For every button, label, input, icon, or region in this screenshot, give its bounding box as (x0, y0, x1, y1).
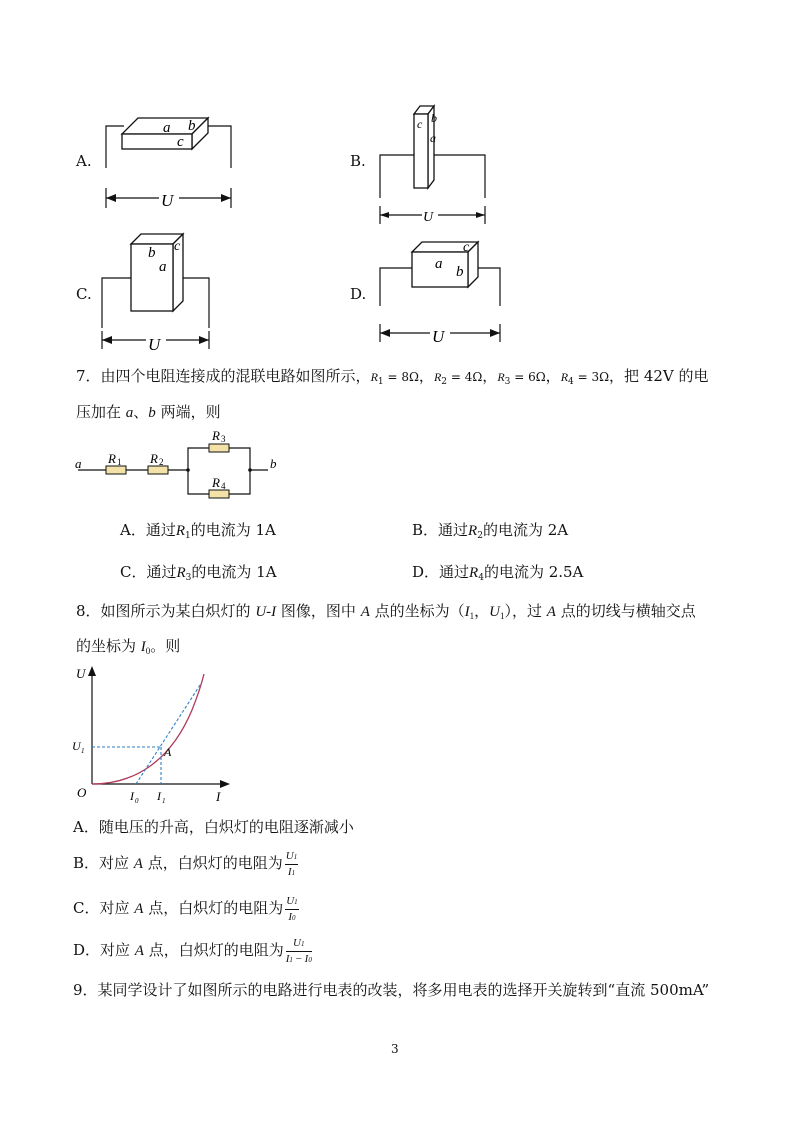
ui-curve (92, 674, 204, 784)
svg-text:3: 3 (221, 434, 226, 444)
ui-graph (66, 660, 236, 808)
figure-block-a (96, 108, 241, 213)
face-b-label-c: b (148, 245, 156, 261)
face-c-label-d: c (463, 240, 470, 255)
face-a-label-c: a (159, 259, 167, 275)
terminal-b: b (270, 456, 277, 471)
figure-block-b (372, 98, 492, 228)
tangent-line (136, 682, 202, 784)
face-c-label-b: c (417, 117, 423, 131)
circuit-diagram (70, 424, 290, 504)
face-c-label: c (177, 134, 184, 150)
origin-label: O (77, 785, 87, 800)
svg-text:1: 1 (162, 797, 166, 805)
i0-label: I (130, 789, 134, 803)
q8-option-c: C．对应 A 点，白炽灯的电阻为 $\frac{U1}{I0}$ (73, 894, 298, 923)
face-a-label-b: a (430, 131, 436, 145)
q8-option-a: A．随电压的升高，白炽灯的电阻逐渐减小 (73, 818, 354, 836)
q7-option-b: B．通过$R_2$的电流为 2A (412, 521, 569, 541)
face-a-label: a (163, 120, 171, 136)
question-7: 7．由四个电阻连接成的混联电路如图所示，$R_1 = 8\Omega$，$R_2 = 4\Omega$，$R_3 = 6\Omega$，$R_4 = 3\Omega$，把 42V 的电 压加在 a、b 两端，则 (76, 367, 709, 421)
point-a-label: A (164, 745, 172, 759)
option-c-label: C. (76, 285, 92, 303)
option-b-label: B. (350, 152, 366, 170)
resistor-r1-label: R (108, 451, 116, 466)
face-a-label-d: a (435, 256, 443, 272)
figure-block-d (372, 236, 507, 346)
axis-i-label: I (216, 789, 221, 804)
q8-option-b: B．对应 A 点，白炽灯的电阻为 $\frac{U1}{I1}$ (73, 849, 298, 878)
face-c-label-c: c (174, 239, 181, 254)
figure-block-c (96, 228, 226, 353)
svg-text:4: 4 (221, 481, 226, 491)
q7-option-a: A．通过$R_1$的电流为 1A (120, 521, 276, 541)
option-a-label: A. (76, 152, 92, 170)
voltage-label-c: U (148, 335, 161, 353)
voltage-label-a: U (161, 191, 174, 210)
question-9: 9．某同学设计了如图所示的电路进行电表的改装，将多用电表的选择开关旋转到“直流 500mA” (73, 981, 710, 999)
voltage-label-b: U (423, 210, 434, 225)
question-8: 8．如图所示为某白炽灯的 U-I 图像，图中 A 点的坐标为（$I_1$，$U_1$），过 A 点的切线与横轴交点 的坐标为 $I_0$。则 (76, 602, 696, 656)
terminal-a: a (75, 456, 82, 471)
q7-option-d: D．通过$R_4$的电流为 2.5A (412, 563, 584, 583)
face-b-label: b (188, 118, 196, 134)
resistor-r3-label: R (212, 428, 220, 443)
svg-text:0: 0 (135, 797, 139, 805)
i1-label: I (157, 789, 161, 803)
resistor-r4-label: R (212, 475, 220, 490)
page-number: 3 (391, 1042, 399, 1056)
q7-option-c: C．通过$R_3$的电流为 1A (120, 563, 277, 583)
q8-option-d: D．对应 A 点，白炽灯的电阻为 $\frac{U1}{I1 - I0}$ (73, 936, 312, 965)
face-b-label-b: b (431, 111, 437, 125)
face-b-label-d: b (456, 264, 464, 280)
svg-text:2: 2 (159, 457, 164, 467)
svg-text:1: 1 (117, 457, 122, 467)
axis-u-label: U (76, 666, 86, 681)
u1-label: U (72, 739, 81, 753)
option-d-label: D. (350, 285, 367, 303)
voltage-label-d: U (432, 327, 445, 346)
resistor-r2-label: R (150, 451, 158, 466)
svg-text:1: 1 (81, 747, 85, 755)
